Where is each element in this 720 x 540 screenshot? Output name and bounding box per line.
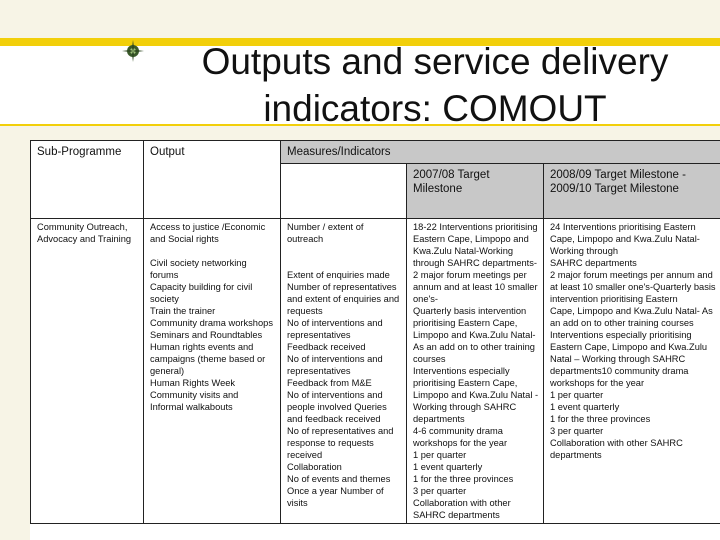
header-sub-programme: Sub-Programme xyxy=(31,141,144,164)
header-output-blank xyxy=(144,164,281,219)
cell-target-0708: 18-22 Interventions prioritising Eastern Cape, Limpopo and Kwa.Zulu Natal-Working through SAHRC departments- 2 major forum meetings per annum and at least 10 smaller one's- Quarterly basis intervention prioritising Eastern Cape, Limpopo and Kwa.Zulu Natal- As an add on to other training courses Interventions especially prioritising Eastern Cape, Limpopo and Kwa.Zulu Natal -Working through SAHRC departments 4-6 community drama workshops for the year 1 per quarter 1 event quarterly 1 for the three provinces 3 per quarter Collaboration with other SAHRC departments xyxy=(407,218,544,523)
cell-sub-programme: Community Outreach, Advocacy and Training xyxy=(31,218,144,523)
header-measures-blank xyxy=(281,164,407,219)
header-row-targets xyxy=(31,164,720,219)
header-row-top xyxy=(31,141,720,164)
header-target-0809: 2008/09 Target Milestone - 2009/10 Target Milestone xyxy=(544,164,720,219)
slide-title: Outputs and service delivery indicators: COMOUT xyxy=(201,41,669,129)
output-item-list: Civil society networking forums Capacity building for civil society Train the trainer Community drama workshops Seminars and Roundtables Human rights events and campaigns (theme based or general) Human Rights Week Community visits and Informal walkabouts xyxy=(150,257,273,412)
header-sub-programme-blank xyxy=(31,164,144,219)
indicators-table-container xyxy=(30,140,720,540)
cell-output xyxy=(144,218,281,523)
cell-target-0809: 24 Interventions prioritising Eastern Cape, Limpopo and Kwa.Zulu Natal-Working through SAHRC departments 2 major forum meetings per annum and at least 10 smaller one's-Quarterly basis intervention prioritising Eastern Cape, Limpopo and Kwa.Zulu Natal- As an add on to other training courses Interventions especially prioritising Eastern Cape, Limpopo and Kwa.Zulu Natal – Working through SAHRC departments10 community drama workshops for the year 1 per quarter 1 event quarterly 1 for the three provinces 3 per quarter Collaboration with other SAHRC departments xyxy=(544,218,720,523)
header-output: Output xyxy=(144,141,281,164)
header-measures: Measures/Indicators xyxy=(281,141,720,164)
sparkle-icon xyxy=(122,40,144,62)
measures-item-outreach: Number / extent of outreach xyxy=(287,221,364,244)
table-row xyxy=(31,218,720,523)
header-target-0708: 2007/08 Target Milestone xyxy=(407,164,544,219)
cell-measures xyxy=(281,218,407,523)
measures-item-list: Extent of enquiries made Number of representatives and extent of enquiries and requests No of interventions and representatives Feedback received No of interventions and representatives Feedback from M&E No of interventions and people involved Queries and feedback received No of representatives and response to requests received Collaboration No of events and themes Once a year Number of visits xyxy=(287,269,400,508)
indicators-table xyxy=(30,140,720,524)
output-item-access: Access to justice /Economic and Social rights xyxy=(150,221,266,244)
